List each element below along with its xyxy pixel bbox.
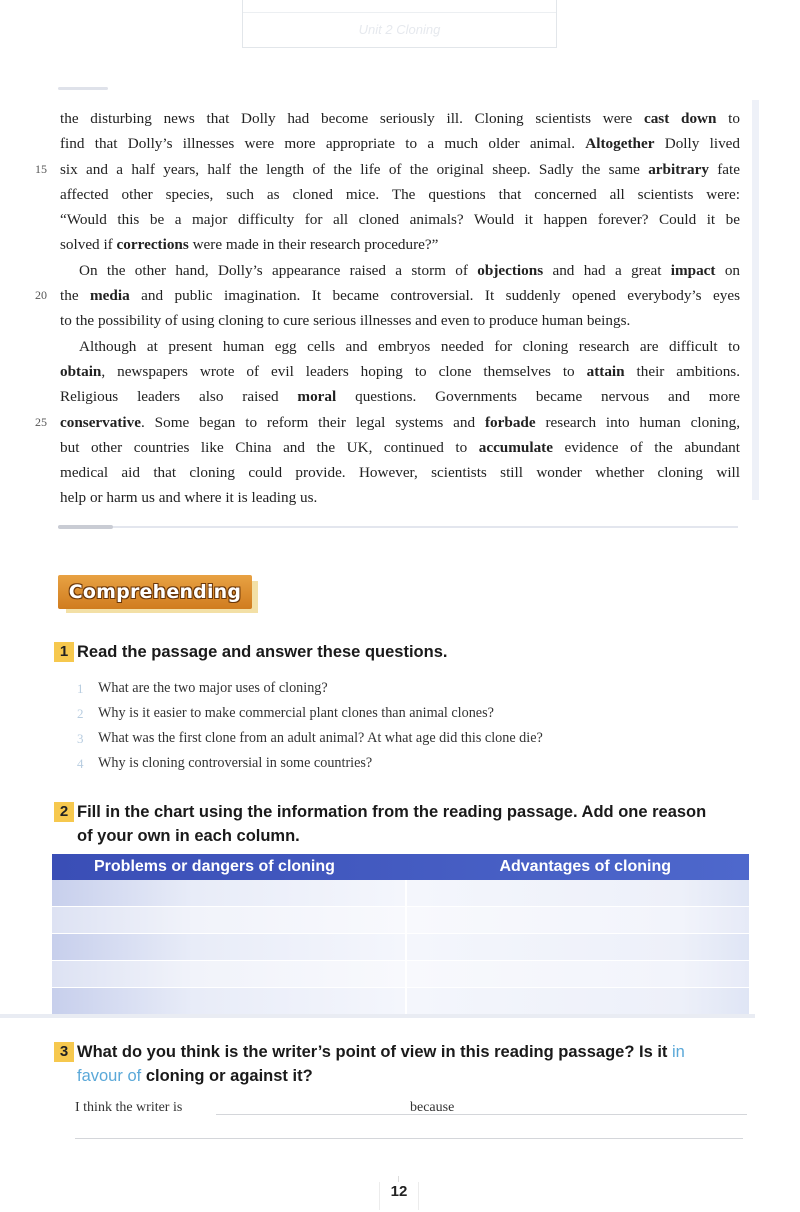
passage-line	[35, 410, 740, 435]
chart-cell-problems-2[interactable]	[52, 907, 405, 933]
reading-passage	[35, 106, 741, 511]
line-number: 15	[35, 161, 47, 176]
passage-box-top-rule	[58, 87, 108, 90]
passage-text: medical aid that cloning could provide. However, scientists still wonder whether cloning will	[60, 464, 740, 482]
passage-line	[35, 157, 740, 182]
passage-box-bottom-rule	[58, 526, 738, 528]
unit-label: Unit 2 Cloning	[358, 22, 441, 37]
passage-text: questions. Governments became nervous and more	[336, 388, 741, 406]
q1-item-number: 2	[77, 706, 84, 721]
passage-box-bottom-accent	[58, 525, 113, 529]
section-banner	[58, 575, 258, 613]
passage-text: and had a great	[543, 261, 671, 279]
vocab-word: moral	[297, 388, 337, 406]
q2-chart	[52, 854, 749, 1016]
passage-line	[60, 207, 740, 232]
chart-cell-advantages-4[interactable]	[407, 961, 749, 987]
q3-number-badge: 3	[54, 1042, 74, 1062]
q1-item-text: What are the two major uses of cloning?	[98, 680, 328, 696]
q1-number-badge: 1	[54, 642, 74, 662]
q1-item	[77, 676, 717, 701]
chart-cell-advantages-3[interactable]	[407, 934, 749, 960]
vocab-word: media	[90, 287, 130, 305]
chart-cell-problems-4[interactable]	[52, 961, 405, 987]
passage-text: six and a half years, half the length of the life of the original sheep. Sadly the same	[60, 160, 649, 178]
passage-text: . Some began to reform their legal systems and	[140, 413, 485, 431]
q1-item-number: 1	[77, 681, 84, 696]
passage-line	[35, 283, 740, 308]
vocab-word: objections	[477, 261, 544, 279]
chart-cell-advantages-1[interactable]	[407, 880, 749, 906]
passage-line	[60, 359, 740, 384]
passage-line	[60, 131, 740, 156]
q3-answer-line	[75, 1100, 747, 1120]
page-number-border-right	[418, 1182, 419, 1210]
q2-number-badge: 2	[54, 802, 74, 822]
passage-line	[60, 435, 740, 460]
passage-text: fate	[708, 160, 740, 178]
chart-cell-advantages-5[interactable]	[407, 988, 749, 1014]
vocab-word: attain	[586, 362, 625, 380]
q1-item-text: What was the first clone from an adult animal? At what age did this clone die?	[98, 730, 543, 746]
section-banner-main	[58, 575, 252, 609]
passage-text: their ambitions.	[624, 362, 741, 380]
page-number-tab	[379, 1176, 419, 1210]
vocab-word: accumulate	[478, 438, 553, 456]
passage-text: to the possibility of using cloning to cure serious illnesses and even to produce human beings.	[60, 312, 631, 330]
header-rule	[243, 12, 556, 13]
line-number: 25	[35, 414, 47, 429]
q3-blank-reason[interactable]	[471, 1114, 747, 1115]
q1-item	[77, 726, 717, 751]
passage-text: “Would this be a major difficulty for all cloned animals? Would it happen forever? Could it be	[60, 211, 740, 229]
chart-header-problems: Problems or dangers of cloning	[94, 858, 335, 875]
passage-text: On the other hand, Dolly’s appearance raised a storm of	[79, 261, 478, 279]
chart-body	[52, 880, 749, 1016]
vocab-word: cast down	[643, 110, 717, 127]
passage-box-right-border	[752, 100, 759, 500]
chart-cell-advantages-2[interactable]	[407, 907, 749, 933]
passage-text: the disturbing news that Dolly had become seriously ill. Cloning scientists were	[60, 110, 644, 127]
passage-text: the	[60, 287, 91, 305]
q1-prompt: Read the passage and answer these questions.	[77, 643, 448, 661]
passage-line	[60, 258, 740, 283]
q3-because-label: because	[410, 1100, 455, 1115]
passage-line	[60, 485, 740, 510]
passage-line	[60, 460, 740, 485]
q1-question-list	[77, 676, 717, 776]
unit-header	[242, 0, 557, 48]
passage-text: evidence of the abundant	[552, 438, 740, 456]
q1-item-text: Why is cloning controversial in some countries?	[98, 755, 373, 771]
q3-prompt-line-1	[77, 1040, 757, 1064]
chart-column-problems	[52, 880, 405, 1016]
q3-prompt-text-a: What do you think is the writer’s point of view in this reading passage? Is it	[77, 1043, 668, 1061]
passage-text: but other countries like China and the UK, continued to	[60, 438, 479, 456]
passage-text: were made in their research procedure?”	[188, 236, 439, 254]
chart-cell-problems-5[interactable]	[52, 988, 405, 1014]
q3-prompt-highlight-favour: favour of	[77, 1067, 142, 1085]
passage-text: solved if	[60, 236, 117, 254]
chart-cell-problems-3[interactable]	[52, 934, 405, 960]
vocab-word: corrections	[116, 236, 189, 254]
passage-line	[60, 334, 740, 359]
passage-text: find that Dolly’s illnesses were more appropriate to a much older animal.	[60, 135, 586, 153]
vocab-word: impact	[670, 261, 716, 279]
passage-line	[60, 232, 740, 257]
vocab-word: forbade	[484, 413, 536, 431]
passage-text: , newspapers wrote of evil leaders hoping to clone themselves to	[101, 362, 587, 380]
passage-text: affected other species, such as cloned mice. The questions that concerned all scientists were:	[60, 185, 740, 203]
page-number-tick	[398, 1176, 399, 1182]
chart-column-divider	[405, 880, 407, 1016]
page-number: 12	[390, 1183, 408, 1200]
passage-text: to	[716, 110, 740, 127]
q1-item	[77, 701, 717, 726]
vocab-word: Altogether	[585, 135, 655, 153]
vocab-word: obtain	[60, 362, 102, 380]
passage-text: help or harm us and where it is leading us.	[60, 489, 318, 507]
chart-header-advantages: Advantages of cloning	[499, 858, 672, 875]
q2-prompt-line-2: of your own in each column.	[77, 827, 300, 845]
q3-prompt-line-2	[77, 1064, 757, 1088]
q1-item-number: 3	[77, 731, 84, 746]
q3-blank-continuation[interactable]	[75, 1138, 743, 1139]
vocab-word: arbitrary	[648, 160, 709, 178]
chart-header	[52, 854, 749, 880]
q3-prompt-text-b: cloning or against it?	[145, 1067, 313, 1085]
page-number-border-left	[379, 1182, 380, 1210]
q3-answer-label: I think the writer is	[75, 1100, 183, 1115]
chart-column-advantages	[407, 880, 749, 1016]
passage-line	[60, 384, 740, 409]
passage-line	[60, 106, 740, 131]
q1-item-text: Why is it easier to make commercial plant clones than animal clones?	[98, 705, 494, 721]
vocab-word: conservative	[60, 413, 141, 431]
passage-line	[60, 308, 740, 333]
passage-line	[60, 182, 740, 207]
passage-text: Dolly lived	[654, 135, 740, 153]
passage-text: and public imagination. It became controversial. It suddenly opened everybody’s eyes	[129, 287, 740, 305]
q3-prompt	[77, 1040, 757, 1088]
q2-prompt	[77, 800, 757, 848]
q1-item-number: 4	[77, 756, 84, 771]
passage-text: Although at present human egg cells and embryos needed for cloning research are difficult to	[79, 337, 740, 355]
passage-text: research into human cloning,	[535, 413, 740, 431]
passage-text: on	[715, 261, 741, 279]
chart-bottom-shadow	[0, 1014, 755, 1018]
section-title: Comprehending	[68, 581, 242, 603]
q1-item	[77, 751, 717, 776]
chart-cell-problems-1[interactable]	[52, 880, 405, 906]
line-number: 20	[35, 288, 47, 303]
q3-prompt-highlight-in: in	[672, 1043, 685, 1061]
passage-text: Religious leaders also raised	[60, 388, 298, 406]
q2-prompt-line-1: Fill in the chart using the information from the reading passage. Add one reason	[77, 803, 707, 821]
